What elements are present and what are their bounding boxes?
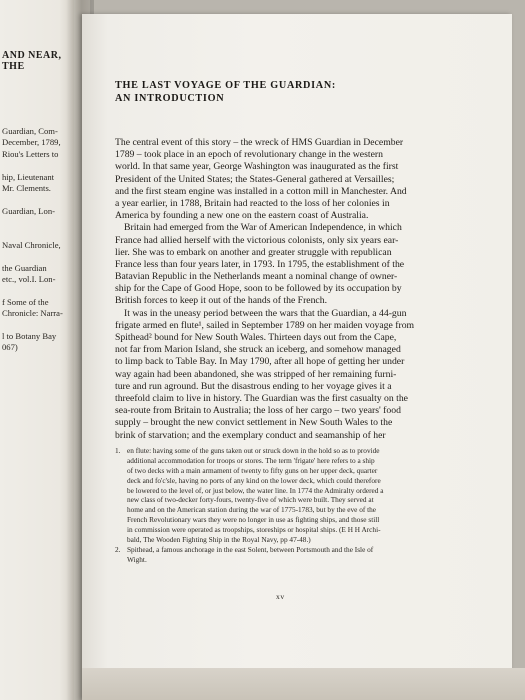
body-line: France had allied herself with the victorious colonists, only six years ear- bbox=[115, 234, 399, 246]
footnote-text: bald, The Wooden Fighting Ship in the Royal Navy, pp 47-48.) bbox=[127, 535, 311, 545]
left-text-line bbox=[2, 251, 74, 262]
body-line: Batavian Republic in the Netherlands meant a nominal change of owner- bbox=[115, 271, 398, 283]
footnote-line bbox=[115, 525, 480, 535]
footnote-line bbox=[115, 495, 480, 505]
left-text-line: Mr. Clements. bbox=[2, 182, 51, 193]
footnote-text: in commission were operated as troopships, storeships or hospital ships. (E H H Archi- bbox=[127, 525, 381, 535]
footnote-text: Wight. bbox=[127, 554, 147, 564]
footnote-line bbox=[115, 505, 480, 515]
left-page bbox=[0, 0, 74, 700]
footnote-number: 2. bbox=[115, 544, 121, 554]
footnote-line bbox=[115, 446, 480, 456]
left-text-line: the Guardian bbox=[2, 262, 47, 273]
footnote-text: home and on the American station during the war of 1775-1783, but by the eve of the bbox=[127, 505, 377, 515]
footnote-text: of two decks with a main armament of twenty to fifty guns on her upper deck, quarter bbox=[127, 465, 378, 475]
body-text bbox=[115, 137, 476, 442]
left-text-line bbox=[2, 194, 74, 205]
body-line: brink of starvation; and the exemplary conduct and seamanship of her bbox=[115, 429, 386, 441]
body-line: British forces to keep it out of the hands of the French. bbox=[115, 295, 327, 307]
footnotes bbox=[115, 446, 480, 565]
left-text-line: 067) bbox=[2, 342, 18, 353]
left-text-line: Guardian, Lon- bbox=[2, 205, 55, 216]
left-text-line bbox=[2, 160, 74, 171]
footnote-line bbox=[115, 486, 480, 496]
body-line: ture and run aground. But the disastrous ending to her voyage gives it a bbox=[115, 380, 392, 392]
left-text-line: etc., vol.I. Lon- bbox=[2, 274, 56, 285]
left-text-line: l to Botany Bay bbox=[2, 331, 57, 342]
body-line: President of the United States; the States-General gathered at Versailles; bbox=[115, 173, 395, 185]
body-line: frigate armed en flute¹, sailed in September 1789 on her maiden voyage from bbox=[115, 319, 415, 331]
footnote-line bbox=[115, 466, 480, 476]
page-number: xv bbox=[276, 592, 285, 601]
footnote-line bbox=[115, 515, 480, 525]
body-line: threefold claim to live in history. The Guardian was the first casualty on the bbox=[115, 392, 408, 404]
footnote-line bbox=[115, 535, 480, 545]
footnote-text: new class of two-decker forty-fours, twenty-five of which were built. They served at bbox=[127, 495, 374, 505]
left-text-line: f Some of the bbox=[2, 296, 49, 307]
left-text-line bbox=[2, 229, 74, 240]
body-line: to limp back to Table Bay. In May 1790, after all hope of getting her under bbox=[115, 356, 405, 368]
left-text-line bbox=[2, 285, 74, 296]
left-text-line: Riou's Letters to bbox=[2, 148, 59, 159]
body-line: lier. She was to embark on another and greater struggle with republican bbox=[115, 246, 392, 258]
body-line: 1789 – took place in an epoch of revolutionary change in the western bbox=[115, 149, 383, 161]
footnote-text: deck and fo'c'sle, having no ports of any kind on the lower deck, which could therefore bbox=[127, 475, 381, 485]
body-line: ship for the Cape of Good Hope, soon to be followed by its occupation by bbox=[115, 283, 402, 295]
body-line: Spithead² bound for New South Wales. Thirteen days out from the Cape, bbox=[115, 332, 397, 343]
footnote-text: additional accommodation for troops or stores. The term 'frigate' here refers to a ship bbox=[127, 455, 375, 465]
footnote-text: en flute: having some of the guns taken out or struck down in the hold so as to provide bbox=[127, 446, 380, 455]
left-text-line: Chronicle: Narra- bbox=[2, 308, 63, 319]
footnote-text: be lowered to the level of, or just below, the water line. In 1774 the Admiralty ordered a bbox=[127, 485, 384, 495]
left-text-line: Naval Chronicle, bbox=[2, 239, 61, 250]
left-heading-line: THE bbox=[2, 61, 25, 72]
left-page-text bbox=[2, 126, 74, 354]
body-line: America by founding a new one on the eastern coast of Australia. bbox=[115, 210, 369, 222]
body-line: a year earlier, in 1788, Britain had reacted to the loss of her colonies in bbox=[115, 197, 390, 209]
left-page-heading bbox=[2, 50, 74, 72]
body-line: not far from Marion Island, she struck an iceberg, and somehow managed bbox=[115, 344, 401, 356]
footnote-number: 1. bbox=[115, 446, 121, 455]
footnote-line bbox=[115, 456, 480, 466]
left-text-line bbox=[2, 320, 74, 331]
body-line: way again had been abandoned, she was stripped of her remaining furni- bbox=[115, 368, 397, 380]
body-line: Britain had emerged from the War of American Independence, in which bbox=[124, 222, 402, 234]
page-bottom-edge bbox=[82, 668, 525, 700]
title-line: AN INTRODUCTION bbox=[115, 93, 225, 104]
left-text-line: Guardian, Com- bbox=[2, 126, 58, 136]
body-line: It was in the uneasy period between the wars that the Guardian, a 44-gun bbox=[124, 307, 407, 319]
body-line: and the first steam engine was installed in a cotton mill in Manchester. And bbox=[115, 185, 407, 197]
left-heading-line: AND NEAR, bbox=[2, 50, 62, 61]
left-text-line: hip, Lieutenant bbox=[2, 171, 55, 182]
left-text-line bbox=[2, 217, 74, 228]
chapter-title bbox=[115, 79, 475, 105]
body-line: supply – brought the new convict settlement in New South Wales to the bbox=[115, 417, 393, 429]
body-line: world. In that same year, George Washington was inaugurated as the first bbox=[115, 161, 399, 173]
footnote-text: Spithead, a famous anchorage in the east Solent, between Portsmouth and the Isle of bbox=[127, 544, 374, 554]
left-text-line: December, 1789, bbox=[2, 137, 61, 148]
title-line: THE LAST VOYAGE OF THE GUARDIAN: bbox=[115, 80, 336, 91]
footnote-line bbox=[115, 476, 480, 486]
footnote-text: French Revolutionary wars they were no longer in use as fighting ships, and those still bbox=[127, 515, 380, 525]
body-line: France less than four years later, in 1793. In 1795, the establishment of the bbox=[115, 258, 405, 270]
body-line: sea-route from Britain to Australia; the loss of her cargo – two years' food bbox=[115, 405, 401, 417]
footnote-line bbox=[115, 545, 480, 555]
footnote-line bbox=[115, 555, 480, 565]
body-line: The central event of this story – the wreck of HMS Guardian in December bbox=[115, 137, 404, 148]
